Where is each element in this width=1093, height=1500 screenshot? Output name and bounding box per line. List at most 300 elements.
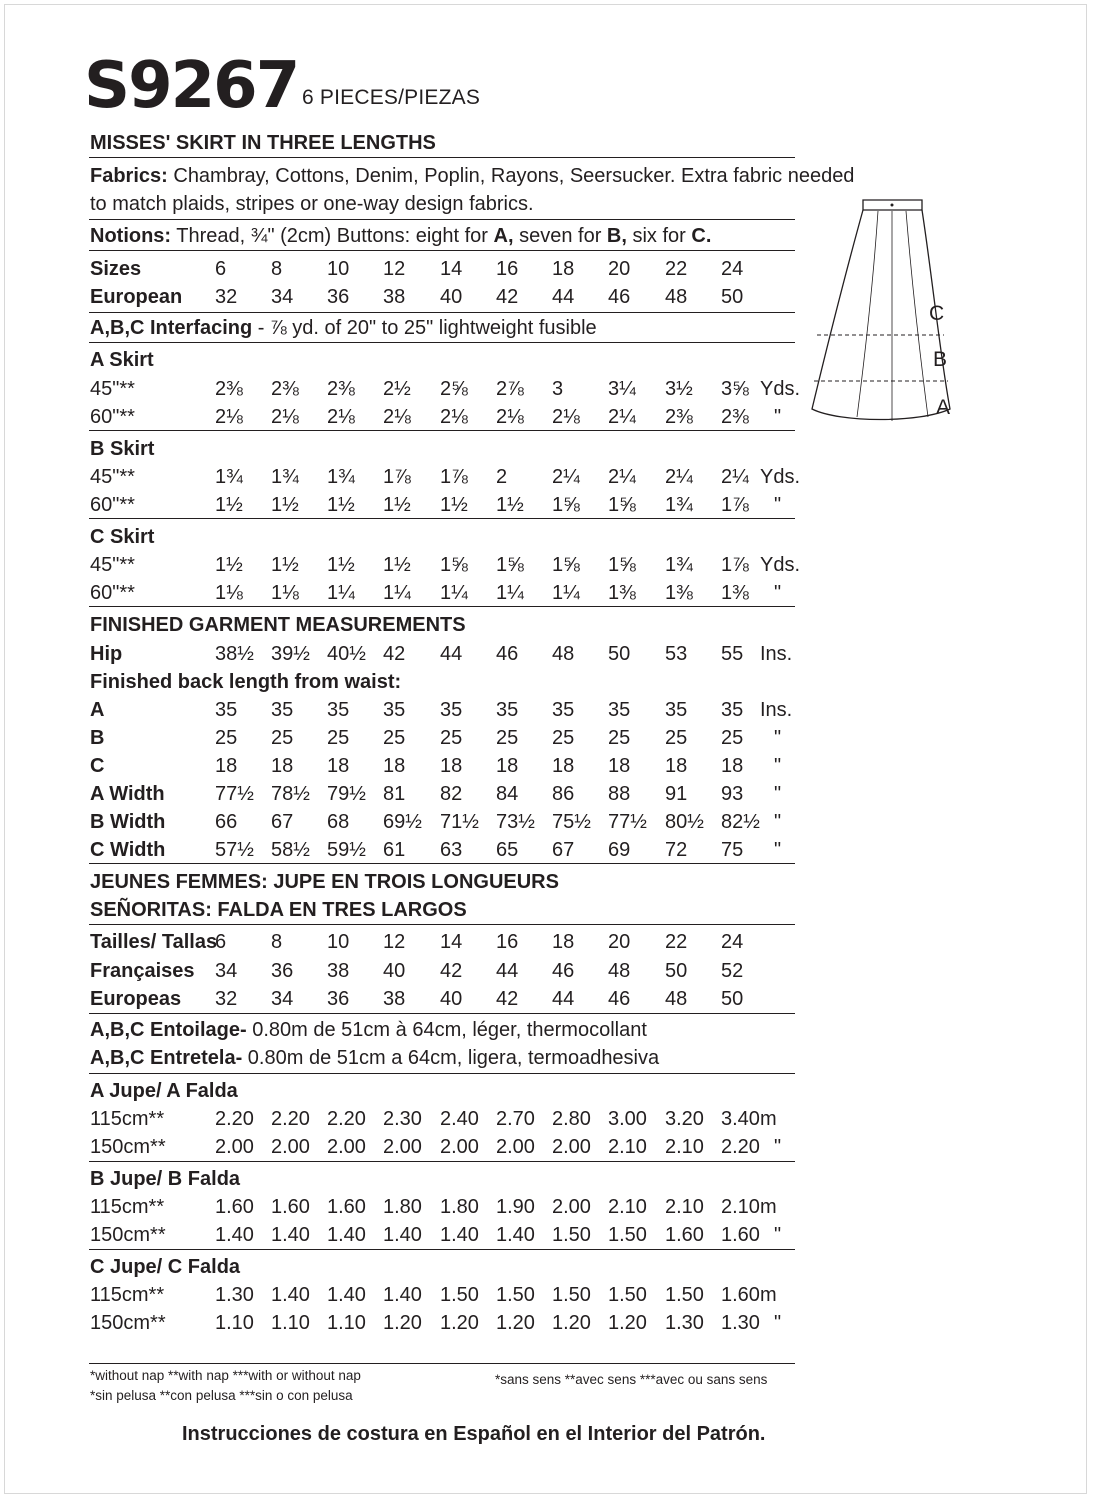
table-cell: 38	[383, 286, 406, 308]
table-cell: 2	[496, 466, 508, 488]
table-cell: 2.10	[665, 1136, 704, 1158]
row-label: 115cm**	[90, 1196, 165, 1218]
table-cell: 1½	[271, 494, 299, 516]
table-cell: 1.20	[496, 1312, 535, 1334]
table-cell: 1¾	[271, 466, 299, 488]
table-cell: 32	[215, 988, 238, 1010]
row-label: 60"**	[90, 494, 135, 516]
table-cell: 57½	[215, 839, 254, 861]
table-cell: 36	[327, 286, 350, 308]
table-cell: 2¼	[552, 466, 580, 488]
spanish-instructions-note: Instrucciones de costura en Español en el Interior del Patrón.	[182, 1423, 766, 1445]
table-cell: 39½	[271, 643, 310, 665]
table-cell: 18	[721, 755, 744, 777]
table-cell: 71½	[440, 811, 479, 833]
table-cell: 46	[496, 643, 519, 665]
table-cell: 1.50	[552, 1224, 591, 1246]
table-cell: 1⅝	[440, 554, 468, 576]
table-cell: 2⅛	[327, 406, 355, 428]
row-label: 115cm**	[90, 1284, 165, 1306]
table-cell: 82	[440, 783, 463, 805]
table-cell: 18	[271, 755, 294, 777]
table-cell: 50	[608, 643, 631, 665]
table-cell: 72	[665, 839, 688, 861]
table-cell: 40	[440, 988, 463, 1010]
table-cell: 58½	[271, 839, 310, 861]
table-cell: 2.00	[440, 1136, 479, 1158]
table-cell: 1.90	[496, 1196, 535, 1218]
unit-label: Yds.	[760, 466, 801, 488]
row-label: Sizes	[90, 258, 142, 280]
table-cell: 2.30	[383, 1108, 422, 1130]
row-label: A Skirt	[90, 349, 154, 371]
row-label: 60"**	[90, 582, 135, 604]
table-cell: 25	[271, 727, 294, 749]
unit-label: "	[774, 755, 782, 777]
table-cell: 2.00	[552, 1196, 591, 1218]
table-cell: 44	[440, 643, 463, 665]
table-cell: 1.40	[327, 1224, 366, 1246]
divider	[89, 219, 795, 220]
table-cell: 1¼	[496, 582, 524, 604]
table-cell: 1⅜	[665, 582, 693, 604]
table-cell: 3½	[665, 378, 693, 400]
table-cell: 38½	[215, 643, 254, 665]
table-cell: 1.40	[496, 1224, 535, 1246]
table-cell: 1.10	[271, 1312, 310, 1334]
table-cell: 42	[383, 643, 406, 665]
table-cell: 35	[665, 699, 688, 721]
table-cell: 86	[552, 783, 575, 805]
table-cell: 77½	[608, 811, 647, 833]
table-cell: 1½	[215, 554, 243, 576]
divider	[89, 250, 795, 251]
divider	[89, 1013, 795, 1014]
footnote-french: *sans sens **avec sens ***avec ou sans sens	[495, 1372, 768, 1387]
divider	[89, 1249, 795, 1250]
table-cell: 25	[608, 727, 631, 749]
table-cell: 1.60	[271, 1196, 310, 1218]
table-cell: 1¾	[665, 554, 693, 576]
table-cell: 52	[721, 960, 744, 982]
row-label: 150cm**	[90, 1312, 166, 1334]
table-cell: 69	[608, 839, 631, 861]
row-label: Françaises	[90, 960, 195, 982]
unit-label: "	[774, 494, 782, 516]
table-cell: 1⅝	[552, 494, 580, 516]
table-cell: 6	[215, 931, 227, 953]
table-cell: 2⅜	[271, 378, 299, 400]
fabrics-label: Fabrics:	[90, 165, 168, 187]
table-cell: 50	[721, 286, 744, 308]
table-cell: 2.00	[271, 1136, 310, 1158]
table-cell: 40½	[327, 643, 366, 665]
footnote-english: *without nap **with nap ***with or without nap	[90, 1368, 361, 1383]
table-cell: 61	[383, 839, 406, 861]
entoilage-line: A,B,C Entoilage- 0.80m de 51cm à 64cm, léger, thermocollant	[90, 1019, 647, 1041]
table-cell: 2.20	[271, 1108, 310, 1130]
unit-label: "	[774, 783, 782, 805]
table-cell: 1⅞	[440, 466, 468, 488]
table-cell: 10	[327, 258, 350, 280]
table-cell: 35	[383, 699, 406, 721]
table-cell: 2.80	[552, 1108, 591, 1130]
table-cell: 88	[608, 783, 631, 805]
table-cell: 18	[327, 755, 350, 777]
table-cell: 46	[552, 960, 575, 982]
table-cell: 50	[665, 960, 688, 982]
unit-label: "	[774, 406, 782, 428]
row-label: 150cm**	[90, 1224, 166, 1246]
table-cell: 14	[440, 258, 463, 280]
table-cell: 1⅛	[271, 582, 299, 604]
table-cell: 2.00	[383, 1136, 422, 1158]
table-cell: 14	[440, 931, 463, 953]
table-cell: 35	[552, 699, 575, 721]
unit-label: "	[774, 839, 782, 861]
unit-label: m	[760, 1196, 777, 1218]
row-label: Hip	[90, 643, 123, 665]
fabrics-line-1: Fabrics: Chambray, Cottons, Denim, Poplin, Rayons, Seersucker. Extra fabric needed	[90, 165, 855, 187]
table-cell: 1.50	[608, 1284, 647, 1306]
unit-label: Ins.	[760, 643, 793, 665]
table-cell: 40	[383, 960, 406, 982]
table-cell: 1½	[271, 554, 299, 576]
table-cell: 1¾	[665, 494, 693, 516]
table-cell: 1¼	[327, 582, 355, 604]
table-cell: 1.40	[215, 1224, 254, 1246]
row-label: 60"**	[90, 406, 135, 428]
table-cell: 1.30	[721, 1312, 760, 1334]
table-cell: 1⅝	[496, 554, 524, 576]
table-cell: 25	[496, 727, 519, 749]
table-cell: 46	[608, 988, 631, 1010]
table-cell: 38	[327, 960, 350, 982]
table-cell: 1¼	[383, 582, 411, 604]
row-label: B Skirt	[90, 438, 155, 460]
table-cell: 38	[383, 988, 406, 1010]
table-cell: 75½	[552, 811, 591, 833]
table-cell: 84	[496, 783, 519, 805]
table-cell: 2.20	[721, 1136, 760, 1158]
table-cell: 24	[721, 258, 744, 280]
row-label: B Width	[90, 811, 166, 833]
row-label: C Width	[90, 839, 166, 861]
unit-label: Ins.	[760, 699, 793, 721]
table-cell: 2¼	[665, 466, 693, 488]
table-cell: 35	[496, 699, 519, 721]
row-label: SEÑORITAS: FALDA EN TRES LARGOS	[90, 899, 467, 921]
unit-label: "	[774, 811, 782, 833]
table-cell: 16	[496, 931, 519, 953]
table-cell: 22	[665, 258, 688, 280]
table-cell: 25	[215, 727, 238, 749]
table-cell: 2.40	[440, 1108, 479, 1130]
view-c-label: C	[929, 302, 945, 325]
table-cell: 1⅝	[552, 554, 580, 576]
table-cell: 1.40	[271, 1284, 310, 1306]
table-cell: 1.40	[383, 1284, 422, 1306]
table-cell: 1⅜	[608, 582, 636, 604]
table-cell: 2¼	[721, 466, 749, 488]
row-label: A Jupe/ A Falda	[90, 1080, 238, 1102]
row-label: FINISHED GARMENT MEASUREMENTS	[90, 614, 466, 636]
table-cell: 48	[608, 960, 631, 982]
table-cell: 2⅜	[327, 378, 355, 400]
table-cell: 55	[721, 643, 744, 665]
row-label: 45"**	[90, 554, 135, 576]
table-cell: 1.40	[327, 1284, 366, 1306]
table-cell: 91	[665, 783, 688, 805]
table-cell: 35	[327, 699, 350, 721]
table-cell: 18	[552, 258, 575, 280]
table-cell: 80½	[665, 811, 704, 833]
row-label: 45"**	[90, 378, 135, 400]
table-cell: 36	[327, 988, 350, 1010]
entretela-line: A,B,C Entretela- 0.80m de 51cm a 64cm, ligera, termoadhesiva	[90, 1047, 660, 1069]
fabrics-line-2: to match plaids, stripes or one-way design fabrics.	[90, 193, 534, 215]
table-cell: 25	[383, 727, 406, 749]
table-cell: 2.00	[552, 1136, 591, 1158]
divider	[89, 1073, 795, 1074]
table-cell: 18	[552, 931, 575, 953]
table-cell: 32	[215, 286, 238, 308]
pieces-count: 6 PIECES/PIEZAS	[302, 86, 481, 109]
table-cell: 2⅛	[215, 406, 243, 428]
table-cell: 25	[552, 727, 575, 749]
table-cell: 24	[721, 931, 744, 953]
table-cell: 1.50	[608, 1224, 647, 1246]
table-cell: 2.10	[721, 1196, 760, 1218]
table-cell: 1.50	[552, 1284, 591, 1306]
table-cell: 2¼	[608, 406, 636, 428]
notions-line: Notions: Thread, ¾" (2cm) Buttons: eight for A, seven for B, six for C.	[90, 225, 712, 247]
table-cell: 35	[215, 699, 238, 721]
table-cell: 42	[496, 988, 519, 1010]
table-cell: 2⅛	[383, 406, 411, 428]
table-cell: 2.20	[215, 1108, 254, 1130]
table-cell: 25	[665, 727, 688, 749]
table-cell: 34	[271, 286, 294, 308]
table-cell: 2⅛	[496, 406, 524, 428]
table-cell: 2½	[383, 378, 411, 400]
table-cell: 8	[271, 931, 283, 953]
table-cell: 1.60	[327, 1196, 366, 1218]
table-cell: 10	[327, 931, 350, 953]
table-cell: 1½	[327, 494, 355, 516]
table-cell: 1½	[383, 494, 411, 516]
table-cell: 1.80	[383, 1196, 422, 1218]
unit-label: Yds.	[760, 554, 801, 576]
table-cell: 36	[271, 960, 294, 982]
table-cell: 1⅝	[608, 554, 636, 576]
table-cell: 1½	[440, 494, 468, 516]
table-cell: 8	[271, 258, 283, 280]
table-cell: 1⅞	[721, 494, 749, 516]
table-cell: 42	[440, 960, 463, 982]
row-label: C	[90, 755, 105, 777]
row-label: B Jupe/ B Falda	[90, 1168, 241, 1190]
table-cell: 2.70	[496, 1108, 535, 1130]
row-label: Finished back length from waist:	[90, 671, 402, 693]
table-cell: 1¼	[440, 582, 468, 604]
table-cell: 2⅜	[665, 406, 693, 428]
table-cell: 1.30	[665, 1312, 704, 1334]
table-cell: 1.80	[440, 1196, 479, 1218]
table-cell: 25	[327, 727, 350, 749]
table-cell: 59½	[327, 839, 366, 861]
divider	[89, 1363, 795, 1364]
table-cell: 93	[721, 783, 744, 805]
table-cell: 81	[383, 783, 406, 805]
table-cell: 2.10	[665, 1196, 704, 1218]
pattern-title: MISSES' SKIRT IN THREE LENGTHS	[90, 132, 436, 154]
divider	[89, 157, 795, 158]
table-cell: 1.20	[608, 1312, 647, 1334]
table-cell: 48	[665, 286, 688, 308]
table-cell: 1.10	[327, 1312, 366, 1334]
row-label: 115cm**	[90, 1108, 165, 1130]
row-label: C Jupe/ C Falda	[90, 1256, 241, 1278]
table-cell: 73½	[496, 811, 535, 833]
table-cell: 1.50	[440, 1284, 479, 1306]
row-label: JEUNES FEMMES: JUPE EN TROIS LONGUEURS	[90, 871, 559, 893]
interfacing-line: A,B,C Interfacing - ⅞ yd. of 20" to 25" lightweight fusible	[90, 317, 597, 339]
table-cell: 1.40	[383, 1224, 422, 1246]
table-cell: 12	[383, 258, 406, 280]
unit-label: "	[774, 1312, 782, 1334]
table-cell: 35	[608, 699, 631, 721]
table-cell: 1¼	[552, 582, 580, 604]
table-cell: 18	[383, 755, 406, 777]
table-cell: 79½	[327, 783, 366, 805]
divider	[89, 312, 795, 313]
table-cell: 48	[552, 643, 575, 665]
table-cell: 20	[608, 931, 631, 953]
table-cell: 1⅜	[721, 582, 749, 604]
table-cell: 1⅞	[383, 466, 411, 488]
row-label: A	[90, 699, 105, 721]
table-cell: 18	[496, 755, 519, 777]
table-cell: 46	[608, 286, 631, 308]
table-cell: 18	[552, 755, 575, 777]
table-cell: 2⅛	[552, 406, 580, 428]
table-cell: 69½	[383, 811, 422, 833]
table-cell: 2⅜	[721, 406, 749, 428]
table-cell: 1½	[215, 494, 243, 516]
table-cell: 2.00	[215, 1136, 254, 1158]
table-cell: 34	[215, 960, 238, 982]
table-cell: 2⅜	[215, 378, 243, 400]
table-cell: 1½	[496, 494, 524, 516]
row-label: 45"**	[90, 466, 135, 488]
table-cell: 44	[552, 988, 575, 1010]
table-cell: 1¾	[327, 466, 355, 488]
table-cell: 2.00	[496, 1136, 535, 1158]
table-cell: 22	[665, 931, 688, 953]
table-cell: 18	[215, 755, 238, 777]
unit-label: m	[760, 1284, 777, 1306]
table-cell: 68	[327, 811, 350, 833]
table-cell: 77½	[215, 783, 254, 805]
divider	[89, 342, 795, 343]
unit-label: Yds.	[760, 378, 801, 400]
table-cell: 78½	[271, 783, 310, 805]
table-cell: 1.20	[440, 1312, 479, 1334]
table-cell: 35	[271, 699, 294, 721]
unit-label: "	[774, 1224, 782, 1246]
table-cell: 1.60	[215, 1196, 254, 1218]
table-cell: 2.10	[608, 1196, 647, 1218]
table-cell: 53	[665, 643, 688, 665]
table-cell: 1.60	[721, 1284, 760, 1306]
table-cell: 35	[440, 699, 463, 721]
table-cell: 1.50	[665, 1284, 704, 1306]
table-cell: 1½	[327, 554, 355, 576]
table-cell: 20	[608, 258, 631, 280]
table-cell: 66	[215, 811, 238, 833]
table-cell: 6	[215, 258, 227, 280]
table-cell: 44	[552, 286, 575, 308]
row-label: Europeas	[90, 988, 182, 1010]
table-cell: 12	[383, 931, 406, 953]
table-cell: 67	[271, 811, 294, 833]
table-cell: 2⅛	[440, 406, 468, 428]
row-label: 150cm**	[90, 1136, 166, 1158]
table-cell: 18	[665, 755, 688, 777]
table-cell: 2⅝	[440, 378, 468, 400]
table-cell: 2¼	[608, 466, 636, 488]
table-cell: 2⅞	[496, 378, 524, 400]
unit-label: "	[774, 727, 782, 749]
table-cell: 2.10	[608, 1136, 647, 1158]
divider	[89, 924, 795, 925]
table-cell: 3⅝	[721, 378, 749, 400]
row-label: A Width	[90, 783, 165, 805]
table-cell: 3¼	[608, 378, 636, 400]
unit-label: "	[774, 582, 782, 604]
table-cell: 25	[440, 727, 463, 749]
table-cell: 18	[608, 755, 631, 777]
view-b-label: B	[933, 348, 948, 371]
table-cell: 48	[665, 988, 688, 1010]
table-cell: 63	[440, 839, 463, 861]
table-cell: 75	[721, 839, 744, 861]
table-cell: 1.60	[665, 1224, 704, 1246]
table-cell: 35	[721, 699, 744, 721]
table-cell: 16	[496, 258, 519, 280]
table-cell: 25	[721, 727, 744, 749]
unit-label: "	[774, 1136, 782, 1158]
table-cell: 1.10	[215, 1312, 254, 1334]
table-cell: 3	[552, 378, 564, 400]
pattern-number: S9267	[84, 49, 299, 123]
table-cell: 1⅞	[721, 554, 749, 576]
table-cell: 3.00	[608, 1108, 647, 1130]
table-cell: 1.30	[215, 1284, 254, 1306]
footnote-spanish: *sin pelusa **con pelusa ***sin o con pelusa	[90, 1388, 353, 1403]
table-cell: 18	[440, 755, 463, 777]
table-cell: 50	[721, 988, 744, 1010]
unit-label: m	[760, 1108, 777, 1130]
table-cell: 1⅝	[608, 494, 636, 516]
table-cell: 42	[496, 286, 519, 308]
table-cell: 1.50	[496, 1284, 535, 1306]
table-cell: 1¾	[215, 466, 243, 488]
row-label: C Skirt	[90, 526, 155, 548]
view-a-label: A	[936, 396, 951, 419]
table-cell: 44	[496, 960, 519, 982]
